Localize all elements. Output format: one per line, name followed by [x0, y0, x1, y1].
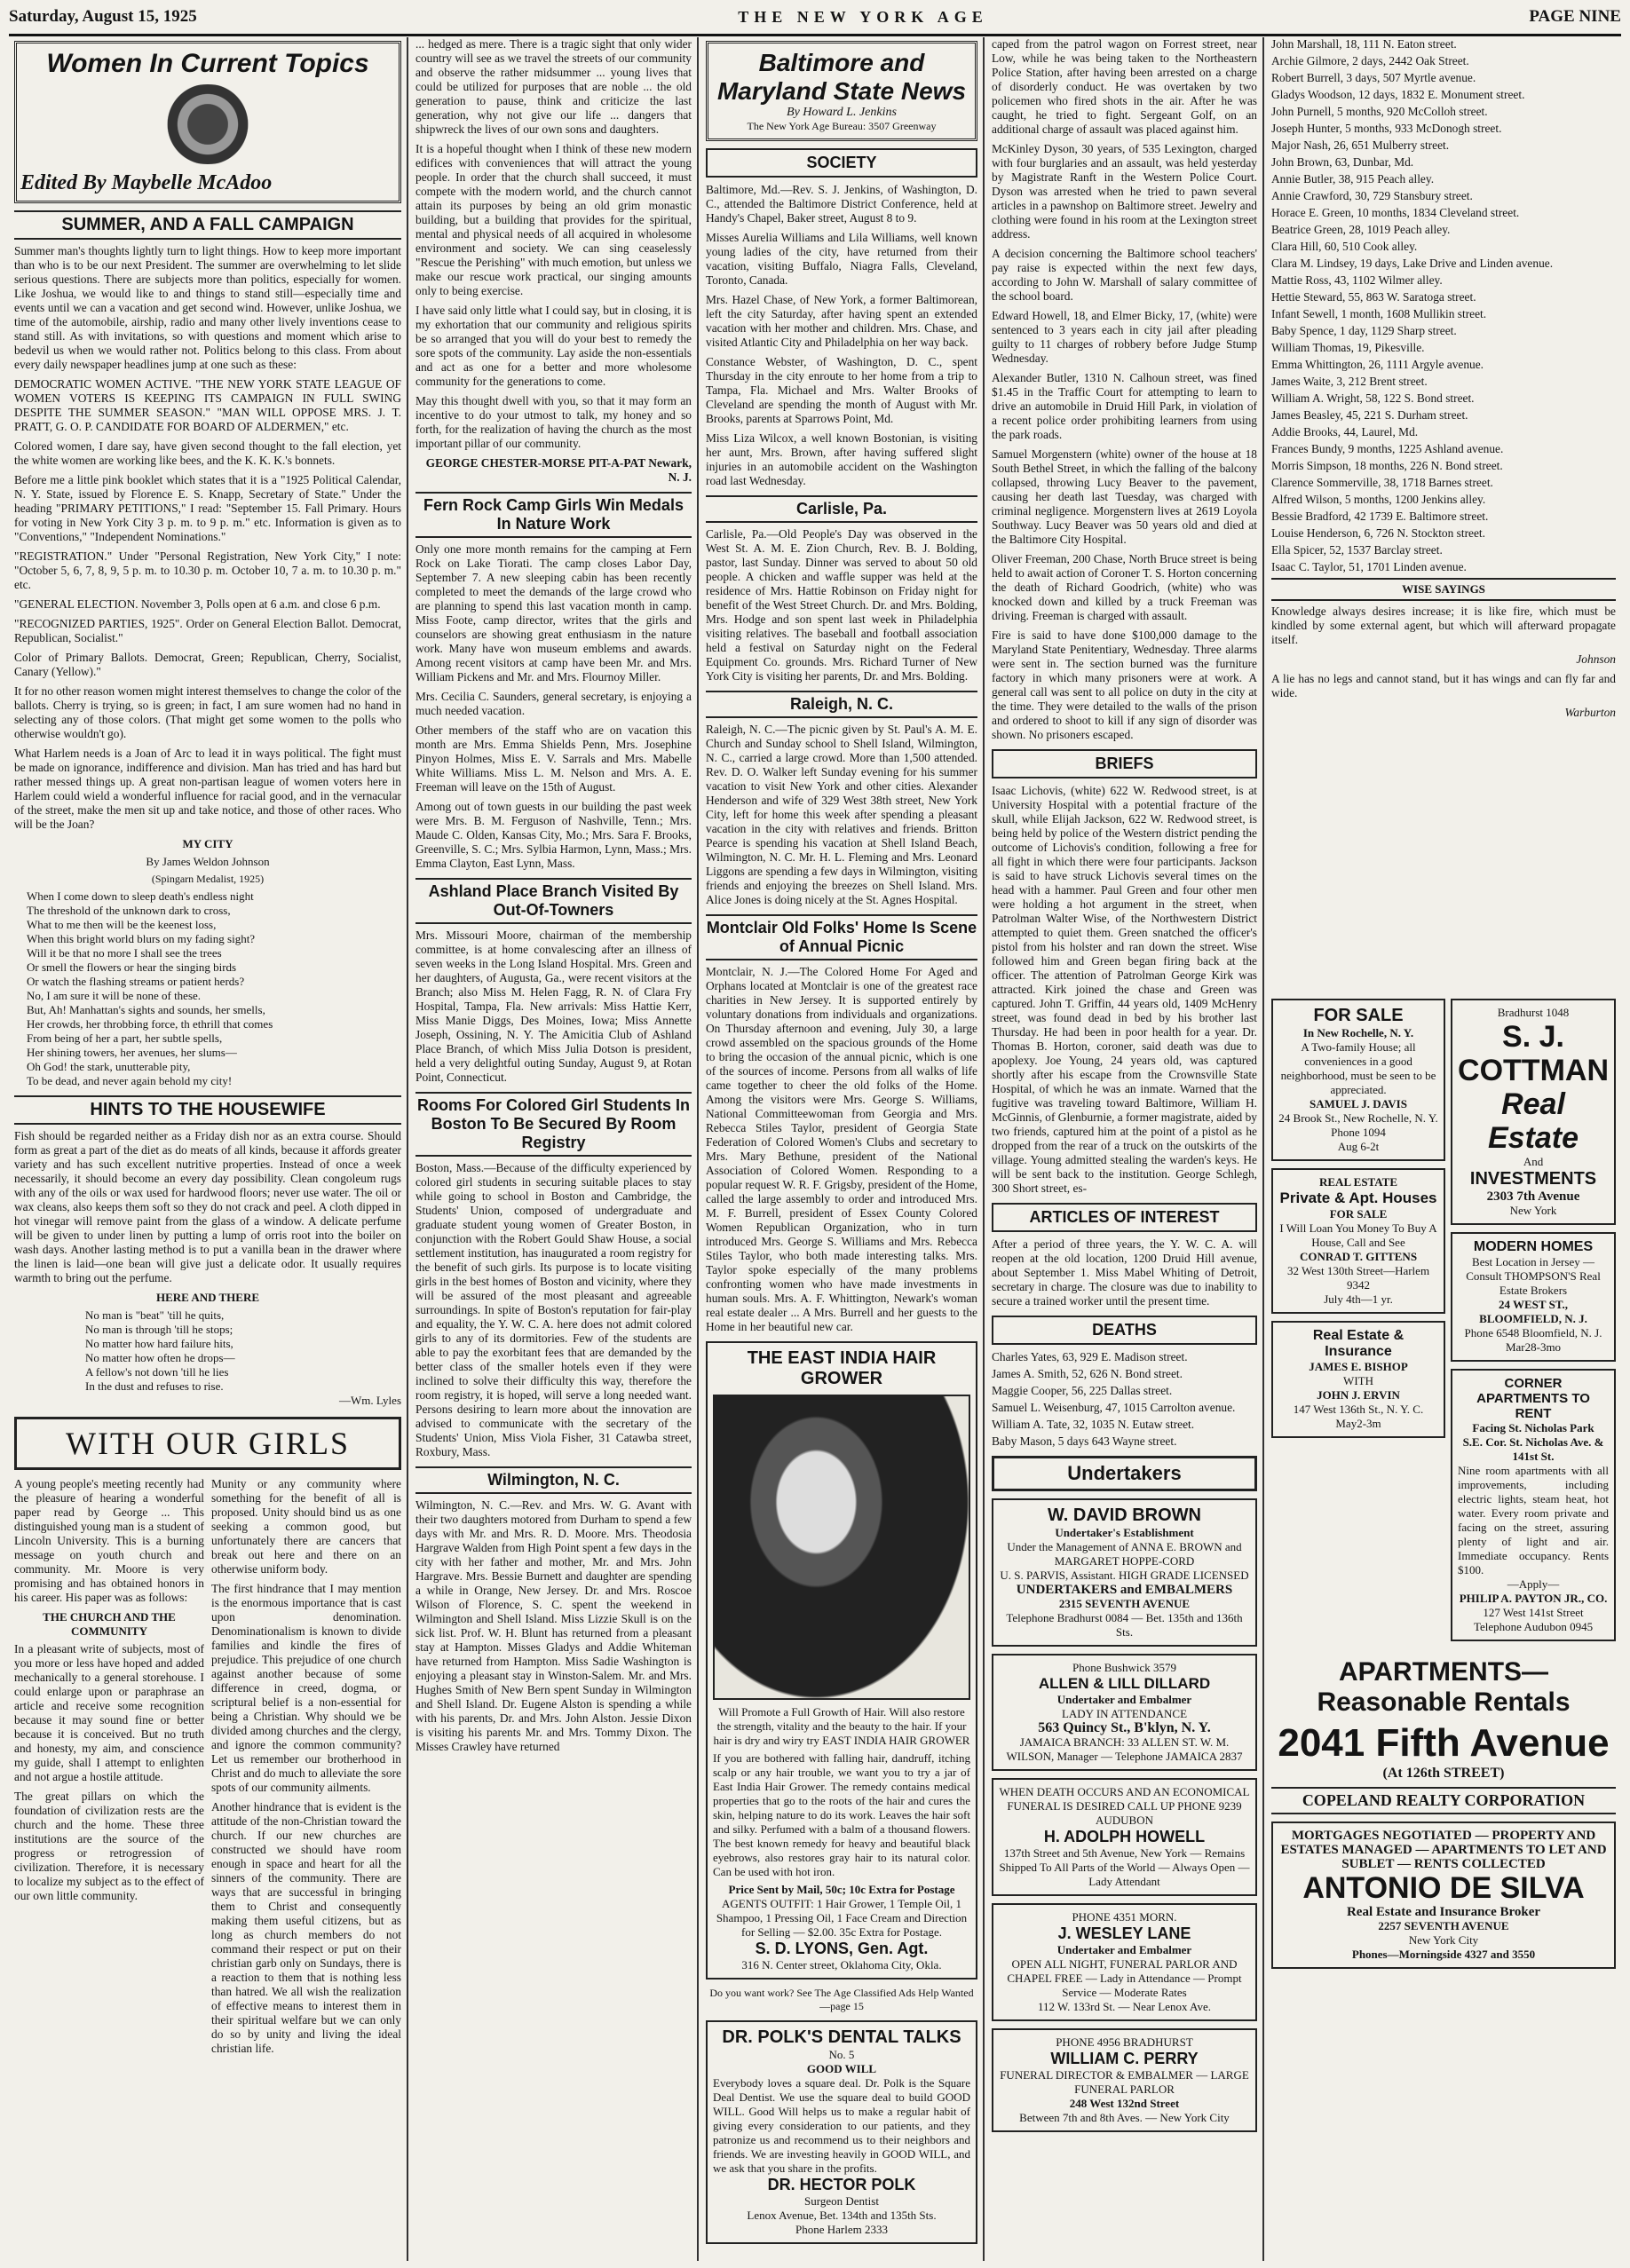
ad-east-india-hair-grower [706, 1341, 977, 1980]
article-paragraph: Other members of the staff who are on vacation this month are Mrs. Emma Shields Penn, Mrs. Josephine Pinyon Holmes, Miss E. V. Sarrals and Mrs. Mabelle White Williams. Miss L. M. Nelson and Mrs. A. E. Freeman will leave on the 15th of August. [415, 723, 692, 794]
ad-address: 563 Quincy St., B'klyn, N. Y. [1038, 1720, 1211, 1735]
ad-title: MODERN HOMES [1473, 1239, 1594, 1254]
ad-name: W. DAVID BROWN [1048, 1505, 1201, 1525]
list-item: Mattie Ross, 43, 1102 Wilmer alley. [1271, 273, 1443, 287]
ad-dillard [992, 1654, 1257, 1771]
ad-phone: Telephone Bradhurst 0084 — Bet. 135th and 136th Sts. [1006, 1611, 1243, 1639]
article-paragraph: Carlisle, Pa.—Old People's Day was observed in the West St. A. M. E. Zion Church, Rev. B. J. Bolding, pastor, last Sunday. Dinner was served to about 50 old people. A chicken and waffle supper was held at the residence of Mrs. Hattie Robinson on Friday night for benefit of the West Street Church. Dr. and Mrs. Bolding, Mrs. Hodge and son spent last week in Philadelphia visiting relatives. The baseball and football association held a festival on Saturday night on the Federal Equipment Co. grounds. Mrs. Richard Turner of New York City is visiting her parents, Dr. and Mrs. Bolding. [706, 527, 977, 683]
headline-raleigh: Raleigh, N. C. [706, 691, 977, 718]
poem-my-city [27, 889, 401, 1088]
list-item: Charles Yates, 63, 929 E. Madison street. [992, 1350, 1188, 1363]
ad-name: ANTONIO DE SILVA [1302, 1871, 1585, 1905]
list-item: William A. Tate, 32, 1035 N. Eutaw street. [992, 1418, 1195, 1431]
poem-line: Oh God! the stark, unutterable pity, [27, 1060, 191, 1073]
article-paragraph: The great pillars on which the foundation of civilization rests are the church and the home. These three institutions are the source of the progress or retrogression of civilization. Therefore, it is necessary to localize my subject as to the effect of our own little community. [14, 1790, 204, 1902]
ad-name: JOHN J. ERVIN [1317, 1388, 1400, 1402]
article-paragraph: Among out of town guests in our building the past week were Mrs. B. M. Ferguson of Nashville, Tenn.; Mrs. Maude C. Olden, Kansas City, Mo.; Mrs. Sara F. Brooks, Greenville, S. C.; Mrs. Sylbia Harmon, Lynn, Mass.; Mrs. Emma Clayton, East Lynn, Mass. [415, 800, 692, 870]
with-our-girls-left [14, 1477, 204, 2061]
article-paragraph: Boston, Mass.—Because of the difficulty experienced by colored girl students in securing suitable places to stay while going to school in Boston and Cambridge, the Students' Union, composed of undergraduate and graduate student young women of Greater Boston, in conjunction with the Robert Gould Shaw House, a social settlement institution, has inaugurated a room registry for the benefit of such girls. Its purpose is to locate visiting girls in the best homes of Boston and vicinity, where they will be assured of the most pleasant and agreeable surroundings. In spite of Boston's reputation for fair-play and equality, the Y. W. C. A. here does not admit colored girls to any of its dormitories. Few of the students are able to pay the exorbitant fees that are demanded by the better class of the smaller hotels even if they were inclined to solve their difficulty this way, therefore the room registry, it is hoped, will serve a long needed want. Persons desiring to learn more about the innovation are advised to communicate with the secretary of the Students' Union, Miss Viola Fisher, 31 Catawba street, Roxbury, Mass. [415, 1161, 692, 1458]
ad-location: In New Rochelle, N. Y. [1302, 1026, 1414, 1039]
article-paragraph: Fire is said to have done $100,000 damage to the Maryland State Penitentiary, Wednesday. Three alarms were sent in. The section burned was the furniture factory in which many prisoners were at work. A general call was sent to all police on duty in the city at the time. They were detailed to the walls of the prison and ordered to shoot to kill if any sign of disorder was shown. No prisoners escaped. [992, 628, 1257, 741]
ad-address: Lenox Avenue, Bet. 134th and 135th Sts. [747, 2209, 937, 2222]
ad-management: Under the Management of ANNA E. BROWN and MARGARET HOPPE-CORD [1007, 1540, 1242, 1568]
ad-phone: Phone Bushwick 3579 [1072, 1661, 1176, 1674]
ad-dr-polk-dental [706, 2020, 977, 2244]
ad-body: I Will Loan You Money To Buy A House, Call and See [1279, 1221, 1437, 1249]
list-item: William A. Wright, 58, 122 S. Bond street. [1271, 391, 1475, 405]
classified-notice: Do you want work? See The Age Classified Ads Help Wanted—page 15 [709, 1987, 974, 2012]
ad-with: WITH [1343, 1374, 1373, 1387]
with-our-girls-columns [14, 1477, 401, 2061]
ad-name: J. WESLEY LANE [1057, 1924, 1191, 1942]
poem-line: No matter how often he drops— [85, 1351, 235, 1364]
ad-and: And [1523, 1155, 1544, 1168]
ad-de-silva [1271, 1822, 1616, 1969]
ad-address: 147 West 136th St., N. Y. C. [1293, 1403, 1424, 1416]
ad-body: If you are bothered with falling hair, dandruff, itching scalp or any hair trouble, we want you to try a jar of East India Hair Grower. The remedy contains medical properties that go to the roots of the hair and cures the skin, helping nature to do its work. Leaves the hair soft and silky. Perfumed with a balm of a thousand flowers. The best known remedy for heavy and beautiful black eyebrows, also restores gray hair to its natural color. Can be used with hot iron. [713, 1751, 970, 1878]
article-paragraph: Montclair, N. J.—The Colored Home For Aged and Orphans located at Montclair is one of the greatest race charities in New Jersey. It is supported entirely by voluntary donations from individuals and organizations. On Thursday afternoon and evening, July 30, a large crowd assembled on the spacious grounds of the Home to bring the occasion of the annual picnic, which is one of the sources of income. Persons from all walks of life came together to cheer the old folks of the Home. Among the visitors were Mrs. George S. Williams, National Committeewoman from Georgia and Mrs. Rebecca Stiles Taylor, president of Georgia State Federation of Colored Women's Clubs and secretary to Mrs. Mary Bethune, president of the National Association of Colored Women. Responding to a popular request W. R. F. Grigsby, president of the Home, called the large assembly to order and introduced Mrs. M. F. Burrell, president of Essex County Colored Women Republican Organization, who in turn introduced Mrs. George S. Williams and Mrs. Rebecca Stiles Taylor, who both made interesting talks. Mrs. Taylor spoke especially of the many problems confronting women who have made investments in human souls. Mrs. A. F. Whittington, Newark's woman real estate dealer ... A Mrs. Burrell and her guests to the Home in her beautiful new car. [706, 965, 977, 1333]
article-paragraph: Baltimore, Md.—Rev. S. J. Jenkins, of Washington, D. C., attended the Baltimore District Conference, held at Handy's Chapel, Baker street, August 8 to 9. [706, 183, 977, 225]
article-paragraph: "GENERAL ELECTION. November 3, Polls open at 6 a.m. and close 6 p.m. [14, 597, 381, 611]
article-paragraph: A young people's meeting recently had the pleasure of hearing a wonderful paper read by George ... This distinguished young man is a student of Lincoln University. This is a burning message on youth church and community. Mr. Moore is very promising and has obtained honors in his career. His paper was as follows: [14, 1477, 204, 1604]
ad-cottman [1451, 999, 1616, 1225]
column-community-news [410, 37, 699, 2261]
article-paragraph: Colored women, I dare say, have given second thought to the fall election, yet the white women are working like bees, and the K. K. K.'s bonnets. [14, 439, 401, 467]
ad-dentist-name: DR. HECTOR POLK [767, 2176, 916, 2193]
list-item: Major Nash, 26, 651 Mulberry street. [1271, 138, 1450, 152]
ad-agents-outfit: AGENTS OUTFIT: 1 Hair Grower, 1 Temple Oil, 1 Shampoo, 1 Pressing Oil, 1 Face Cream and Direction for Selling — $2.00. 35c Extra for Postage. [716, 1897, 968, 1939]
poem-here-and-there [85, 1308, 401, 1408]
poem-line: Will it be that no more I shall see the trees [27, 946, 222, 960]
poem-line: No, I am sure it will be none of these. [27, 989, 202, 1002]
ad-address: 316 N. Center street, Oklahoma City, Okla. [741, 1958, 942, 1972]
ad-address: 112 W. 133rd St. — Near Lenox Ave. [1038, 2000, 1211, 2013]
baltimore-header [706, 41, 977, 141]
poem-line: No matter how hard failure hits, [85, 1337, 233, 1350]
women-topics-header [14, 41, 401, 203]
list-item: John Brown, 63, Dunbar, Md. [1271, 155, 1414, 169]
ad-address: 2257 SEVENTH AVENUE [1378, 1919, 1509, 1932]
ad-address: 24 Brook St., New Rochelle, N. Y. [1278, 1111, 1438, 1125]
masthead-page-number: PAGE NINE [1529, 7, 1621, 26]
poem-line: A fellow's not down 'till he lies [85, 1365, 229, 1379]
masthead [9, 0, 1621, 36]
ad-address: 2303 7th Avenue [1486, 1189, 1580, 1204]
ad-apartments-address: 2041 Fifth Avenue [1278, 1721, 1610, 1765]
list-item: James Waite, 3, 212 Brent street. [1271, 375, 1428, 388]
ad-name: WILLIAM C. PERRY [1050, 2050, 1199, 2067]
list-item: Archie Gilmore, 2 days, 2442 Oak Street. [1271, 54, 1469, 67]
page-columns [9, 37, 1621, 2261]
list-item: Gladys Woodson, 12 days, 1832 E. Monument street. [1271, 88, 1525, 101]
ad-address: 137th Street and 5th Avenue, New York — Remains Shipped To All Parts of the World — Always Open — Lady Attendant [999, 1846, 1250, 1888]
ad-name: H. ADOLPH HOWELL [1043, 1828, 1206, 1845]
ad-phone: Bradhurst 1048 [1497, 1006, 1570, 1019]
subheading-church-community: THE CHURCH AND THE COMMUNITY [43, 1610, 176, 1638]
poem-line: What to me then will be the keenest loss, [27, 918, 217, 931]
ad-phone: PHONE 4956 BRADHURST [1056, 2035, 1193, 2049]
feature-title: Women In Current Topics [46, 49, 369, 78]
ad-modern-homes [1451, 1232, 1616, 1362]
ad-subtitle: Undertaker and Embalmer [1056, 1943, 1192, 1956]
classifieds-lower-left [1271, 992, 1445, 1648]
ad-date: July 4th—1 yr. [1324, 1292, 1393, 1306]
wise-saying-author: Johnson [1576, 652, 1616, 666]
article-paragraph: Raleigh, N. C.—The picnic given by St. Paul's A. M. E. Church and Sunday school to Shell Island, Wilmington, N. C., carried a large crowd. More than 1,500 attended. Rev. D. O. Walker left Sunday evening for his summer vacation to visit New York and other cities. Alexander Henderson and wife of 329 West 38th street, New York City, left for home this week after spending a pleasant vacation in the city with relatives and friends. Britton Pearce is spending his vacation at Shell Island Beach, Wilmington, N. C. Mr. H. L. Fleming and Mrs. Leonard Liggons are spending a few days in Wilmington, visiting friends and enjoying the breezes on Shell Island. Mrs. Alice Jones is doing nicely at the St. Agnes Hospital. [706, 723, 977, 906]
article-paragraph: Edward Howell, 18, and Elmer Bicky, 17, (white) were sentenced to 3 years each in city jail after pleading guilty to 11 charges of robbery before Judge Stump Wednesday. [992, 309, 1257, 365]
ad-headline: Real Estate [1487, 1087, 1579, 1155]
ad-subtitle: Real Estate and Insurance Broker [1346, 1905, 1541, 1919]
list-item: Annie Crawford, 30, 729 Stansbury street. [1271, 189, 1473, 202]
ad-headline: Private & Apt. Houses [1279, 1189, 1437, 1206]
poem-line: When this bright world blurs on my fading sight? [27, 932, 256, 945]
ad-company: S. D. LYONS, Gen. Agt. [755, 1940, 929, 1957]
ad-apartments-title: APARTMENTS—Reasonable Rentals [1317, 1657, 1571, 1717]
article-paragraph: "REGISTRATION." Under "Personal Registration, New York City," I note: "October 5, 6, 7, 8, 9, 5 p. m. to 10.30 p. m. October 10, 7 a. m. to 10.30 p. m." etc. [14, 549, 401, 591]
list-item: James Beasley, 45, 221 S. Durham street. [1271, 408, 1468, 422]
ad-title: CORNER APARTMENTS TO RENT [1476, 1376, 1590, 1421]
article-paragraph: Fish should be regarded neither as a Friday dish nor as an extra course. Should form as great a part of the diet as do meats of all kinds, because it affords greater variety and has such excellent nutritive properties. Instead of once a week necessarily, it should become an every day possibility. Clean congoleum rugs with any of the oils or wax used for hardwood floors; never use water. The oil or wax cleans, also keeps them soft so they do not crack and peel. A cloth dipped in hot vinegar will remove paint from the glass of a window. A delicate perfume will be given to under linen by putting a lump of orris root into the boiler on wash days. Another lasting method is to put a vanilla bean in the drawer where the linen is laid—one bean will give just a delicate odor. It usually requires warmth to bring out the perfume. [14, 1129, 401, 1284]
ad-number: No. 5 [828, 2048, 855, 2061]
ad-name: PHILIP A. PAYTON JR., CO. [1459, 1592, 1608, 1605]
headline-wilmington: Wilmington, N. C. [415, 1466, 692, 1494]
ad-city: New York [1509, 1204, 1557, 1217]
ad-date: May2-3m [1335, 1417, 1381, 1430]
article-paragraph: McKinley Dyson, 30 years, of 535 Lexington, charged with four burglaries and an assault, was held yesterday by Magistrate Ranft in the Western Police Court. Dyson was arrested when he tried to pawn several articles in a pawnshop on Baltimore street. Jewelry and clothing were found in his room at the Lexington street address. [992, 142, 1257, 241]
list-item: Horace E. Green, 10 months, 1834 Cleveland street. [1271, 206, 1520, 219]
ad-name: S. J. COTTMAN [1458, 1020, 1609, 1087]
column-classifieds [1266, 37, 1621, 2261]
ad-subtitle: Best Location in Jersey — Consult THOMPSON'S Real Estate Brokers [1466, 1255, 1601, 1297]
ad-between: Between 7th and 8th Aves. — New York City [1019, 2111, 1230, 2124]
article-paragraph: "RECOGNIZED PARTIES, 1925". Order on General Election Ballot. Democrat, Republican, Socialist." [14, 617, 401, 644]
list-item: Robert Burrell, 3 days, 507 Myrtle avenue. [1271, 71, 1476, 84]
article-paragraph: Alexander Butler, 1310 N. Calhoun street, was fined $1.45 in the Traffic Court for attempting to learn to drive an automobile in Druid Hill Park, in violation of a recent police order prohibiting learners from using the park roads. [992, 371, 1257, 441]
ad-subtitle: Undertaker's Establishment [1055, 1526, 1194, 1539]
poem-line: But, Ah! Manhattan's sights and sounds, her smells, [27, 1003, 265, 1016]
feature-editor: Edited By Maybelle McAdoo [20, 171, 273, 194]
ad-address: 24 WEST ST., BLOOMFIELD, N. J. [1479, 1298, 1587, 1325]
list-item: John Purnell, 5 months, 920 McColloh street. [1271, 105, 1488, 118]
ad-subtitle: GOOD WILL [806, 2062, 877, 2075]
poem-line: Her shining towers, her avenues, her slums— [27, 1046, 237, 1059]
article-paragraph: What Harlem needs is a Joan of Arc to lead it in ways political. The fight must be made on ignorance, indifference and division. Man has tried and has hard but rather messed things up. A great non-partisan league of women voters here in Harlem could wield a wonderful influence for racial good, and in the vernacular of the street, make the men sit up and take notice, and those of other races. Who will be the Joan? [14, 747, 401, 831]
article-paragraph: Samuel Morgenstern (white) owner of the house at 18 South Bethel Street, in which the falling of the balcony collapsed, throwing Lucy Beaver to the pavement, causing her death last Tuesday, was charged with criminal negligence. Morgenstern lives at 2619 Loyola Southway. Lucy Beaver was 50 years old and died at the Baltimore City Hospital. [992, 447, 1257, 546]
column-baltimore-news [700, 37, 985, 2261]
ad-license: U. S. PARVIS, Assistant. HIGH GRADE LICENSED [1000, 1569, 1249, 1582]
article-paragraph: After a period of three years, the Y. W. C. A. will reopen at the old location, 1200 Druid Hill avenue, about September 1. Miss Mabel Whiting of Detroit, secretary in charge. The closure was due to inability to secure a trained worker until the present time. [992, 1237, 1257, 1308]
ad-phone: Phones—Morningside 4327 and 3550 [1351, 1948, 1536, 1961]
ad-subtitle: FUNERAL DIRECTOR & EMBALMER — LARGE FUNERAL PARLOR [1000, 2068, 1249, 2096]
ad-date: Aug 6-2t [1337, 1140, 1380, 1153]
list-item: Joseph Hunter, 5 months, 933 McDonogh street. [1271, 122, 1502, 135]
ad-perry [992, 2028, 1257, 2132]
article-paragraph: Misses Aurelia Williams and Lila Williams, well known young ladies of the city, have returned from their vacation, visiting Buffalo, Niagra Falls, Cleveland, Toronto, Canada. [706, 231, 977, 287]
headline-ashland-place: Ashland Place Branch Visited By Out-Of-Towners [415, 878, 692, 924]
ad-mortgages: MORTGAGES NEGOTIATED — PROPERTY AND ESTATES MANAGED — APARTMENTS TO LET AND SUBLET — RENTS COLLECTED [1280, 1829, 1607, 1871]
ad-branch: JAMAICA BRANCH: 33 ALLEN ST. W. M. WILSON, Manager — Telephone JAMAICA 2837 [1006, 1735, 1243, 1763]
section-articles-of-interest: ARTICLES OF INTEREST [992, 1203, 1257, 1232]
ad-price: Price Sent by Mail, 50c; 10c Extra for Postage [728, 1883, 955, 1896]
article-paragraph: Constance Webster, of Washington, D. C., spent Thursday in the city enroute to her home from a trip to Tampa, Fla. Michael and Mrs. Walter Brooks of Cleveland are spending the month of August with Mr. Brooks, parents at Sparrows Point, Md. [706, 355, 977, 425]
article-paragraph: I have said only little what I could say, but in closing, it is my exhortation that our community and religious spirits be so arranged that you will do your best to remedy the sore spots of the community. Lay aside the non-essentials and act as one for a better and more wholesome community for the generations to come. [415, 304, 692, 388]
ad-name: CONRAD T. GITTENS [1299, 1250, 1418, 1263]
ad-name: JAMES E. BISHOP [1309, 1360, 1408, 1373]
poem-line: Or watch the flashing streams or patient herds? [27, 975, 245, 988]
article-paragraph: Another hindrance that is evident is the attitude of the non-Christian toward the church. If our new churches are constructed we should have room enough in space and heart for all the sinners of the community. There are ways that are successful in bringing them to Christ and consequently making them useful citizens, but as long as church members do not command their respect or put on their christian garb only on Sundays, there is a reaction to them that is nothing less than hatred. We all wish the realization of effective means to interest them in their spiritual welfare but we can only do so by unity and living the ideal christian life. [211, 1800, 401, 2055]
ornament-emblem-icon [154, 84, 261, 164]
list-item: Bessie Bradford, 42 1739 E. Baltimore street. [1271, 510, 1489, 523]
ad-date: Mar28-3mo [1505, 1340, 1562, 1354]
list-item: Addie Brooks, 44, Laurel, Md. [1271, 425, 1419, 439]
list-item: Baby Mason, 5 days 643 Wayne street. [992, 1434, 1177, 1448]
ad-body: Everybody loves a square deal. Dr. Polk is the Square Deal Dentist. We use the square deal to build GOOD WILL. Good Will helps us to make a regular habit of giving every consideration to our patients, and they patronize us and recommend us to their neighbors and friends. We are investing heavily in GOOD WILL, and we ask that you share in the profits. [713, 2076, 970, 2175]
section-briefs: BRIEFS [992, 749, 1257, 778]
classifieds-upper [1271, 37, 1616, 992]
ad-address: 2315 SEVENTH AVENUE [1058, 1597, 1191, 1610]
article-paragraph: In a pleasant write of subjects, most of you more or less have hoped and added mechanically to a general storehouse. I could enlarge upon or paraphrase an article and receive some recognition because it may sound fine or better because it is conceived. But no truth and honesty, my aim, and conscience my guide, shall I attempt to enlighten and not argue a hostile attitude. [14, 1642, 204, 1783]
article-paragraph: Wilmington, N. C.—Rev. and Mrs. W. G. Avant with their two daughters motored from Durham to spend a few days with Mr. and Mrs. R. D. Moore. Mrs. Theodosia Hargrave Walden from High Point spent a few days in the city with her father and mother, Mr. and Mrs. John Hargrave. Mrs. Bessie Burnett and daughter are spending a while in Orange, New Jersey. Dr. and Mrs. Roscoe Wilson of Florence, S. C. spent the weekend in Wilmington and Shell Island. Miss Lizzie Skull is on the sick list. Prof. W. H. Blunt has returned from a pleasant stay at Hampton. Misses Gladys and Addie Whiteman have returned from Hampton. Miss Sadie Washington is enjoying a pleasant stay in Winston-Salem. Mr. and Mrs. Hughes Smith of New Bern spent Sunday in Wilmington and Shell Island. Dr. Eugene Alston is spending a while with his parents, Dr. and Mrs. John Alston. Jessie Dixon is visiting his parents Mr. and Mrs. Tommy Dixon. The Misses Crawley have returned [415, 1498, 692, 1753]
list-item: Emma Whittington, 26, 1111 Argyle avenue. [1271, 358, 1484, 371]
ad-name: SAMUEL J. DAVIS [1310, 1097, 1407, 1110]
ad-role: Surgeon Dentist [804, 2194, 879, 2208]
list-item: James A. Smith, 52, 626 N. Bond street. [992, 1367, 1183, 1380]
headline-fern-rock: Fern Rock Camp Girls Win Medals In Nature Work [415, 492, 692, 538]
article-paragraph: A decision concerning the Baltimore school teachers' pay raise is expected within the next few days, according to John W. Marshall of salary committee of the school board. [992, 247, 1257, 303]
here-and-there-title: HERE AND THERE [155, 1291, 260, 1304]
list-item: Ella Spicer, 52, 1537 Barclay street. [1271, 543, 1443, 557]
ad-address: 248 West 132nd Street [1069, 2097, 1180, 2110]
ad-body: OPEN ALL NIGHT, FUNERAL PARLOR AND CHAPEL FREE — Lady in Attendance — Prompt Service — Moderate Rates [1007, 1957, 1242, 1999]
headline-rooms-boston: Rooms For Colored Girl Students In Boston To Be Secured By Room Registry [415, 1092, 692, 1157]
poem-line: Her crowds, her throbbing force, th ethrill that comes [27, 1017, 273, 1031]
deaths-list-continued [1271, 37, 1616, 574]
ad-phone: Telephone Audubon 0945 [1473, 1620, 1594, 1633]
list-item: Clarence Sommerville, 38, 1718 Barnes street. [1271, 476, 1493, 489]
masthead-date: Saturday, August 15, 1925 [9, 7, 197, 26]
feature-title: Baltimore and Maryland State News [716, 49, 967, 105]
ad-apartments-company: COPELAND REALTY CORPORATION [1271, 1787, 1616, 1814]
ad-title: THE EAST INDIA HAIR GROWER [747, 1348, 937, 1388]
list-item: Infant Sewell, 1 month, 1608 Mullikin street. [1271, 307, 1487, 320]
ad-body: A Two-family House; all conveniences in a good neighborhood, must be seen to be appreciated. [1280, 1040, 1436, 1096]
poem-line: In the dust and refuses to rise. [85, 1379, 224, 1393]
list-item: Baby Spence, 1 day, 1129 Sharp street. [1271, 324, 1457, 337]
article-paragraph: The first hindrance that I may mention is the enormous importance that is cast upon denomination. Denominationalism is known to divide families and kindle the fires of prejudice. This prejudice of one church against another because of some difference in creed, dogma, or scriptural belief is a non-essential for being a Christian. Why should we be divided among churches and the clergy, and ignore the common community? Let us remember our brotherhood in Christ and do much to alleviate the sore spots of our community ailments. [211, 1582, 401, 1794]
list-item: Clara M. Lindsey, 19 days, Lake Drive and Linden avenue. [1271, 257, 1554, 270]
article-paragraph: Mrs. Cecilia C. Saunders, general secretary, is enjoying a much needed vacation. [415, 690, 692, 717]
ad-phone: Phone 6548 Bloomfield, N. J. [1464, 1326, 1602, 1339]
ad-subtitle: FOR SALE [1329, 1207, 1388, 1221]
headline-with-our-girls: WITH OUR GIRLS [14, 1417, 401, 1470]
ad-w-david-brown [992, 1498, 1257, 1647]
ad-title: FOR SALE [1313, 1006, 1404, 1025]
section-society: SOCIETY [706, 148, 977, 178]
poem-author: —Wm. Lyles [338, 1394, 401, 1407]
list-item: John Marshall, 18, 111 N. Eaton street. [1271, 37, 1457, 51]
poem-line: When I come down to sleep death's endless night [27, 889, 254, 903]
classifieds-lower-right [1451, 992, 1616, 1648]
column-briefs-undertakers [986, 37, 1264, 2261]
ad-portrait-image [713, 1395, 970, 1700]
article-paragraph: May this thought dwell with you, so that it may form an incentive to do your utmost to talk, my honey and so forth, for the realization of having the church as the most important pillar of our community. [415, 394, 692, 450]
headline-carlisle: Carlisle, Pa. [706, 495, 977, 523]
ad-phone: Phone Harlem 2333 [795, 2223, 888, 2236]
ad-lady: LADY IN ATTENDANCE [1061, 1707, 1188, 1720]
deaths-list [992, 1350, 1257, 1449]
article-paragraph: Only one more month remains for the camping at Fern Rock on Lake Tiorati. The camp closes Labor Day, September 7. A new sleeping cabin has been recently completed to meet the demands of the large crowd who are planning to spend this last vacation month in camp. Miss Foote, camp director, writes that the girls and counselors are showing great enthusiasm in the nature work. Many have won museum emblems and awards. Among recent visitors at camp have been Mr. and Mrs. William Pickens and Mr. and Mrs. Flournoy Miller. [415, 542, 692, 684]
ad-address: 32 West 130th Street—Harlem 9342 [1286, 1264, 1430, 1292]
masthead-paper-name: THE NEW YORK AGE [738, 7, 988, 26]
ad-howell [992, 1778, 1257, 1896]
poem-line: No man is "beat" 'till he quits, [85, 1308, 225, 1322]
ad-subtitle: Undertaker and Embalmer [1056, 1693, 1192, 1706]
article-paragraph: Mrs. Hazel Chase, of New York, a former Baltimorean, left the city Saturday, after having spent an extended vacation with her mother and children. Mrs. Chase, and visited Atlantic City and Philadelphia on her way back. [706, 293, 977, 349]
list-item: Beatrice Green, 28, 1019 Peach alley. [1271, 223, 1451, 236]
ad-title: DR. POLK'S DENTAL TALKS [722, 2027, 961, 2047]
ad-subtitle: INVESTMENTS [1469, 1169, 1597, 1189]
ad-body: Nine room apartments with all improvements, including electric lights, steam heat, hot water. Every room private and facing on the street, assuring plenty of light and air. Immediate occupancy. Rents $100. [1458, 1464, 1609, 1577]
ad-address: 127 West 141st Street [1483, 1606, 1584, 1619]
poem-title: MY CITY [182, 837, 233, 850]
ad-corner-apartments [1451, 1369, 1616, 1641]
poem-source: (Spingarn Medalist, 1925) [151, 873, 265, 885]
poem-line: Or smell the flowers or hear the singing birds [27, 960, 237, 974]
section-undertakers: Undertakers [992, 1456, 1257, 1491]
section-deaths: DEATHS [992, 1316, 1257, 1345]
list-item: Frances Bundy, 9 months, 1225 Ashland avenue. [1271, 442, 1504, 455]
ad-phone: PHONE 4351 MORN. [1072, 1910, 1177, 1924]
ad-gittens-real-estate [1271, 1168, 1445, 1314]
list-item: Hettie Steward, 55, 863 W. Saratoga street. [1271, 290, 1476, 304]
classifieds-lower [1271, 992, 1616, 1648]
list-item: Morris Simpson, 18 months, 226 N. Bond street. [1271, 459, 1503, 472]
ad-name: ALLEN & LILL DILLARD [1038, 1675, 1211, 1692]
column-women-topics [9, 37, 408, 2261]
list-item: Clara Hill, 60, 510 Cook alley. [1271, 240, 1418, 253]
ad-caption: Will Promote a Full Growth of Hair. Will also restore the strength, vitality and the beauty to the hair. If your hair is dry and wiry try EAST INDIA HAIR GROWER [713, 1705, 970, 1747]
article-paragraph: It for no other reason women might interest themselves to change the color of the ballots. Cherry is trying, so is green; in fact, I am sure women had no hand in selecting any of those colors. (That might get some women to the polls who otherwise wouldn't go). [14, 684, 401, 740]
article-paragraph: It is a hopeful thought when I think of these new modern edifices with conveniences that will attract the young people. In order that the church shall succeed, it must compete with the modern world, and the church cannot attain its purposes by being an old grim monastic building, but a building that provides for the spiritual, mental and physical needs of all acquired in wholesome environment and society. We can sing ceaselessly "Rescue the Perishing" with much emotion, but unless we make our rescue work practical, our singing amounts only to being exercise. [415, 142, 692, 297]
ad-subtitle: Facing St. Nicholas Park [1472, 1421, 1594, 1434]
headline-hints-housewife: HINTS TO THE HOUSEWIFE [14, 1095, 401, 1125]
article-paragraph: Before me a little pink booklet which states that it is a "1925 Political Calendar, N. Y. State, issued by Florence E. S. Knapp, Secretary of State." Under the heading "PRIMARY PETITIONS," I read: "September 15. Fall Primary. Hours for voting in New York City 3 p. m. to 9 p. m." etc. Information is given as to "Conventions," "Independent Nominations." [14, 473, 401, 543]
ad-apartments-cross-street: (At 126th STREET) [1382, 1766, 1505, 1781]
ad-bishop-ervin [1271, 1321, 1445, 1438]
article-paragraph: DEMOCRATIC WOMEN ACTIVE. "THE NEW YORK STATE LEAGUE OF WOMEN VOTERS IS KEEPING ITS CAMPAIGN IN FULL SWING DESPITE THE SUMMER SEASON." "MAN WILL OPPOSE MRS. J. T. PRATT, G. O. P. CANDIDATE FOR BOARD OF ALDERMEN," etc. [14, 377, 401, 433]
ad-city: New York City [1408, 1933, 1479, 1947]
ad-title: REAL ESTATE [1319, 1175, 1398, 1189]
poem-line: From being of her a part, her subtle spells, [27, 1031, 223, 1045]
feature-byline: By Howard L. Jenkins [787, 106, 897, 119]
ad-address: S.E. Cor. St. Nicholas Ave. & 141st St. [1462, 1435, 1604, 1463]
ad-title: Real Estate & Insurance [1312, 1328, 1404, 1359]
poem-line: The threshold of the unknown dark to cross, [27, 904, 231, 917]
poem-line: No man is through 'till he stops; [85, 1323, 233, 1336]
list-item: William Thomas, 19, Pikesville. [1271, 341, 1425, 354]
ad-phone: Phone 1094 [1331, 1126, 1386, 1139]
with-our-girls-right [211, 1477, 401, 2061]
article-paragraph: Mrs. Missouri Moore, chairman of the membership committee, is at home convalescing after an illness of seven weeks in the Long Island Hospital. Mrs. Green and her daughters, of Augusta, Ga., were recent visitors at the Branch; also Miss M. Helen Fagg, R. N. of Clara Fry Hospital, Tampa, Fla. New arrivals: Miss Hattie Kerr, Miss Manie Diggs, Des Moines, Iowa; Miss Annette Joseph, Ossining, N. Y. The Amicitia Club of Ashland Place Branch, of which Miss Julia Dotson is president, held a very delightful outing Sunday, August 9, at Rotan Point, Connecticut. [415, 929, 692, 1084]
list-item: Maggie Cooper, 56, 225 Dallas street. [992, 1384, 1173, 1397]
wise-saying: A lie has no legs and cannot stand, but it has wings and can fly far and wide. [1271, 672, 1616, 699]
headline-summer-campaign: SUMMER, AND A FALL CAMPAIGN [14, 210, 401, 240]
article-paragraph: caped from the patrol wagon on Forrest street, near Low, while he was being taken to the Northeastern Police Station, after having been arrested on a charge of disorderly conduct. He was overtaken by two policemen who fired shots in the air. After he was caught, he tried to fight. Sergeant Golf, on an additional charge of assault was placed against him. [992, 37, 1257, 136]
wise-saying: Knowledge always desires increase; it is like fire, which must be kindled by some external agent, but which will afterward propagate itself. [1271, 605, 1616, 646]
article-paragraph: Color of Primary Ballots. Democrat, Green; Republican, Cherry, Socialist, Canary (Yellow)." [14, 651, 401, 678]
article-paragraph: Munity or any community where something for the benefit of all is proposed. Unity should bind us as one seeking a common good, but unfortunately there are cancers that break out here and there on an otherwise uniform body. [211, 1477, 401, 1576]
poem-author: By James Weldon Johnson [146, 855, 270, 868]
article-paragraph: Isaac Lichovis, (white) 622 W. Redwood street, is at University Hospital with a potential fracture of the skull, while Elijah Jackson, 622 W. Redwood street, is being held by police of the Western district pending the outcome of Lichovis's condition, following a free for all fight in which there were four participants. Jackson is said to have struck Lichovis several times on the head with a hammer. Paul Green and four other men were holding a hot argument in the street, when Patrolman Walter Wise, of the Northwestern District attempted to quiet them. Green snatched the officer's pistol from his holster and ran down the street. Wise followed him and Green began firing back at the officer. The attention of Patrolman George Kirk was attracted. Kirk joined the chase and Green was captured. John T. Griffin, 44 years old, 1409 McHenry street, was found dead in bed by his brother last Thursday. He had been in poor health for a year. Dr. Thomas B. Horton, coroner, said death was due to apoplexy. Joe Young, 24 years old, was captured shortly after his escape from the Crownsville State Hospital, of which he was an inmate. Warned that the fugitive was traveling toward Baltimore, William H. McGinnis, of Glenburnie, a former magistrate, aided by two friends, captured him at the point of a pistol as he dropped from the rear of a truck on the outskirts of the village. Young admitted stealing the warden's keys. He will be sent back to the institution. George Schlegh, 300 Short street, es- [992, 784, 1257, 1195]
list-item: Isaac C. Taylor, 51, 1701 Linden avenue. [1271, 560, 1467, 573]
article-signature: GEORGE CHESTER-MORSE PIT-A-PAT Newark, N. J. [425, 456, 692, 484]
ad-for-sale-new-rochelle [1271, 999, 1445, 1161]
poem-line: To be dead, and never again behold my city! [27, 1074, 233, 1087]
ad-lane [992, 1903, 1257, 2021]
ad-title: UNDERTAKERS and EMBALMERS [1016, 1583, 1233, 1597]
ad-intro: WHEN DEATH OCCURS AND AN ECONOMICAL FUNERAL IS DESIRED CALL UP PHONE 9239 AUDUBON [999, 1785, 1250, 1827]
list-item: Annie Butler, 38, 915 Peach alley. [1271, 172, 1435, 186]
ad-apply: —Apply— [1507, 1577, 1560, 1591]
article-paragraph: Miss Liza Wilcox, a well known Bostonian, is visiting her aunt, Mrs. Brown, after having suffered slight injuries in an automobile accident on the Washington road last Wednesday. [706, 431, 977, 487]
headline-montclair: Montclair Old Folks' Home Is Scene of Annual Picnic [706, 914, 977, 960]
feature-bureau: The New York Age Bureau: 3507 Greenway [747, 120, 937, 132]
article-paragraph: Oliver Freeman, 200 Chase, North Bruce street is being held to await action of Coroner T. S. Horton concerning the death of Richard Goodrich, (white) who was knocked down and killed by a truck Freeman was driving. Freeman is charged with assault. [992, 552, 1257, 622]
list-item: Samuel L. Weisenburg, 47, 1015 Carrolton avenue. [992, 1401, 1236, 1414]
wise-sayings-title: WISE SAYINGS [1271, 578, 1616, 601]
article-paragraph: ... hedged as mere. There is a tragic sight that only wider country will see as we travel the streets of our community and observe the rather midsummer ... young lives that could be utilized for purposes that are noble ... the old generation to pause, think and criticize the last generation, why not give our life ... dangers that shipwreck the lives of our own sons and daughters. [415, 37, 692, 136]
article-paragraph: Summer man's thoughts lightly turn to light things. How to keep more important than who is to be our next President. The summer are overwhelming to let slide serious questions. There are subjects more than politics, especially for women. Like Joshua, we would like to and things to stand still—especially time and events until we can a vacation and get second wind. However, unlike Joshua, we time of the automobile, airship, radio and many other lively inventions cease to stand still. As with invitations, so with questions and moment which arise to bedevil us when we would rather not. Politics belong to this class. From about every daily newspaper headlines jump at one such as these: [14, 244, 401, 371]
wise-saying-author: Warburton [1564, 706, 1616, 719]
list-item: Alfred Wilson, 5 months, 1200 Jenkins alley. [1271, 493, 1486, 506]
list-item: Louise Henderson, 6, 726 N. Stockton street. [1271, 526, 1485, 540]
